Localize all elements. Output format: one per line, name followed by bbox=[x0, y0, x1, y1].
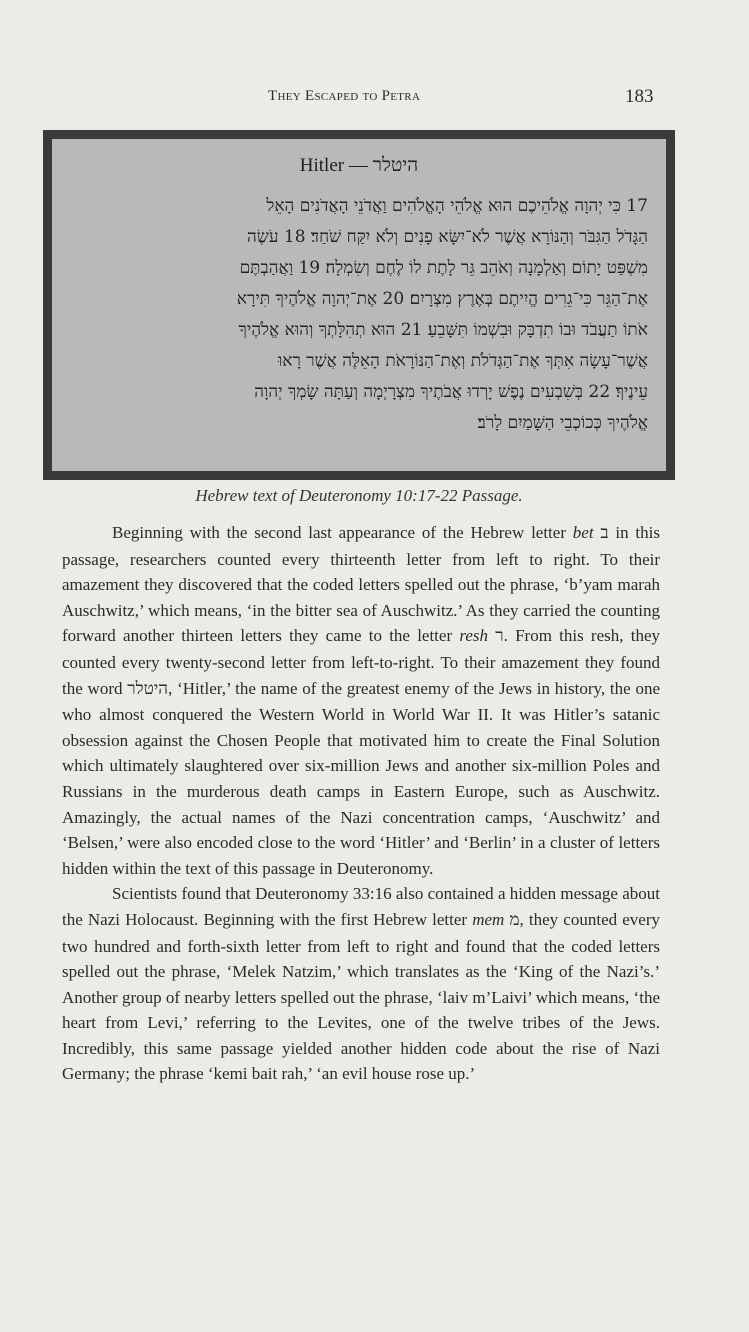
figure-title: Hitler — היטלר bbox=[299, 155, 419, 176]
hebrew-letter: ב bbox=[600, 523, 609, 543]
text-run: , ‘Hitler,’ the name of the greatest enemy of the Jews in history, the one who almost conquered the Western World in World War II. It was Hitler’s satanic obsession against the Chosen People that motivated him to create the Final Solution which ultimately slaughtered over six-million Jews and another six-million Poles and Russians in the murderous death camps in Eastern Europe, such as Auschwitz. Amazingly, the actual names of the Nazi concentration camps, ‘Auschwitz’ and ‘Belsen,’ were also encoded close to the word ‘Hitler’ and ‘Berlin’ in a cluster of letters hidden within the text of this passage in Deuteronomy. bbox=[62, 678, 661, 878]
page-number: 183 bbox=[625, 86, 654, 107]
running-title: They Escaped to Petra bbox=[268, 88, 421, 104]
hebrew-text-figure bbox=[43, 130, 675, 480]
text-run: in this passage, researchers counted every thirteenth letter from left to right. To their amazement they discovered that the coded letters spelled out the phrase, ‘b’yam marah Auschwitz,’ which means, ‘in the bitter sea of Auschwitz.’ As they carried the counting forward another thirteen letters they came to the letter bbox=[62, 523, 660, 646]
hebrew-line: אֶת־הַגֵּר כִּי־גֵרִים הֱיִיתֶם בְּאֶרֶץ מִצְרָיִם׃ 20 אֶת־יְהוָה אֱלֹהֶיךָ תִּירָא bbox=[236, 289, 648, 309]
hebrew-line: אֱלֹהֶיךָ כְּכוֹכְבֵי הַשָּׁמַיִם לָרֹב׃ bbox=[477, 413, 648, 433]
figure-caption: Hebrew text of Deuteronomy 10:17-22 Passage. bbox=[195, 486, 523, 505]
hebrew-letter: מ bbox=[509, 909, 520, 930]
text-run: . From this resh, they counted every twenty-second letter from left-to-right. To their amazement they found the word bbox=[62, 626, 661, 698]
figure-panel bbox=[52, 139, 666, 471]
hebrew-line: עֵינֶיךָ׃ 22 בְּשִׁבְעִים נֶפֶשׁ יָרְדוּ אֲבֹתֶיךָ מִצְרָיְמָה וְעַתָּה שָׂמְךָ יְהוָה bbox=[254, 382, 648, 402]
letter-name: bet bbox=[572, 523, 594, 542]
text-run: , they counted every two hundred and forth-sixth letter from left to right and found that the coded letters spelled out the phrase, ‘Melek Natzim,’ which translates as the ‘King of the Nazi’s.’ Another group of nearby letters spelled out the phrase, ‘laiv m’Laivi’ which means, ‘the heart from Levi,’ referring to the Levites, one of the twelve tribes of the Jews. Incredibly, this same passage yielded another hidden code about the rise of Nazi Germany; the phrase ‘kemi bait rah,’ ‘an evil house rose up.’ bbox=[62, 909, 661, 1084]
letter-name: resh bbox=[459, 626, 488, 646]
running-head bbox=[0, 86, 749, 110]
text-run: Scientists found that Deuteronomy 33:16 also contained a hidden message about the Nazi Holocaust. Beginning with the first Hebrew letter bbox=[62, 884, 660, 929]
text-run: Beginning with the second last appearance of the Hebrew letter bbox=[112, 523, 573, 542]
body-text bbox=[62, 520, 660, 1087]
hebrew-passage bbox=[70, 191, 648, 439]
letter-name: mem bbox=[472, 909, 505, 929]
hebrew-line: אֲשֶׁר־עָשָׂה אִתְּךָ אֶת־הַגְּדֹלֹת וְאֶת־הַנּוֹרָאֹת הָאֵלֶּה אֲשֶׁר רָאוּ bbox=[277, 351, 648, 371]
hebrew-word: היטלר bbox=[127, 678, 169, 699]
hebrew-line: הַגָּדֹל הַגִּבֹּר וְהַנּוֹרָא אֲשֶׁר לֹא־יִשָּׂא פָנִים וְלֹא יִקַּח שֹׁחַד׃ 18 עֹשֶׂה bbox=[247, 227, 648, 247]
hebrew-line: אֹתוֹ תַעֲבֹד וּבוֹ תִדְבָּק וּבִשְׁמוֹ תִּשָּׁבֵעַ׃ 21 הוּא תְהִלָּתְךָ וְהוּא אֱלֹהֶיךָ bbox=[238, 320, 648, 340]
paragraph bbox=[62, 881, 660, 1087]
paragraph bbox=[62, 520, 660, 881]
hebrew-letter: ר bbox=[495, 626, 504, 647]
hebrew-line: מִשְׁפַּט יָתוֹם וְאַלְמָנָה וְאֹהֵב גֵּר לָתֶת לוֹ לֶחֶם וְשִׂמְלָה׃ 19 וַאֲהַבְתֶּם bbox=[239, 258, 648, 278]
hebrew-line: 17 כִּי יְהוָה אֱלֹהֵיכֶם הוּא אֱלֹהֵי הָאֱלֹהִים וַאֲדֹנֵי הָאֲדֹנִים הָאֵל bbox=[266, 196, 648, 216]
